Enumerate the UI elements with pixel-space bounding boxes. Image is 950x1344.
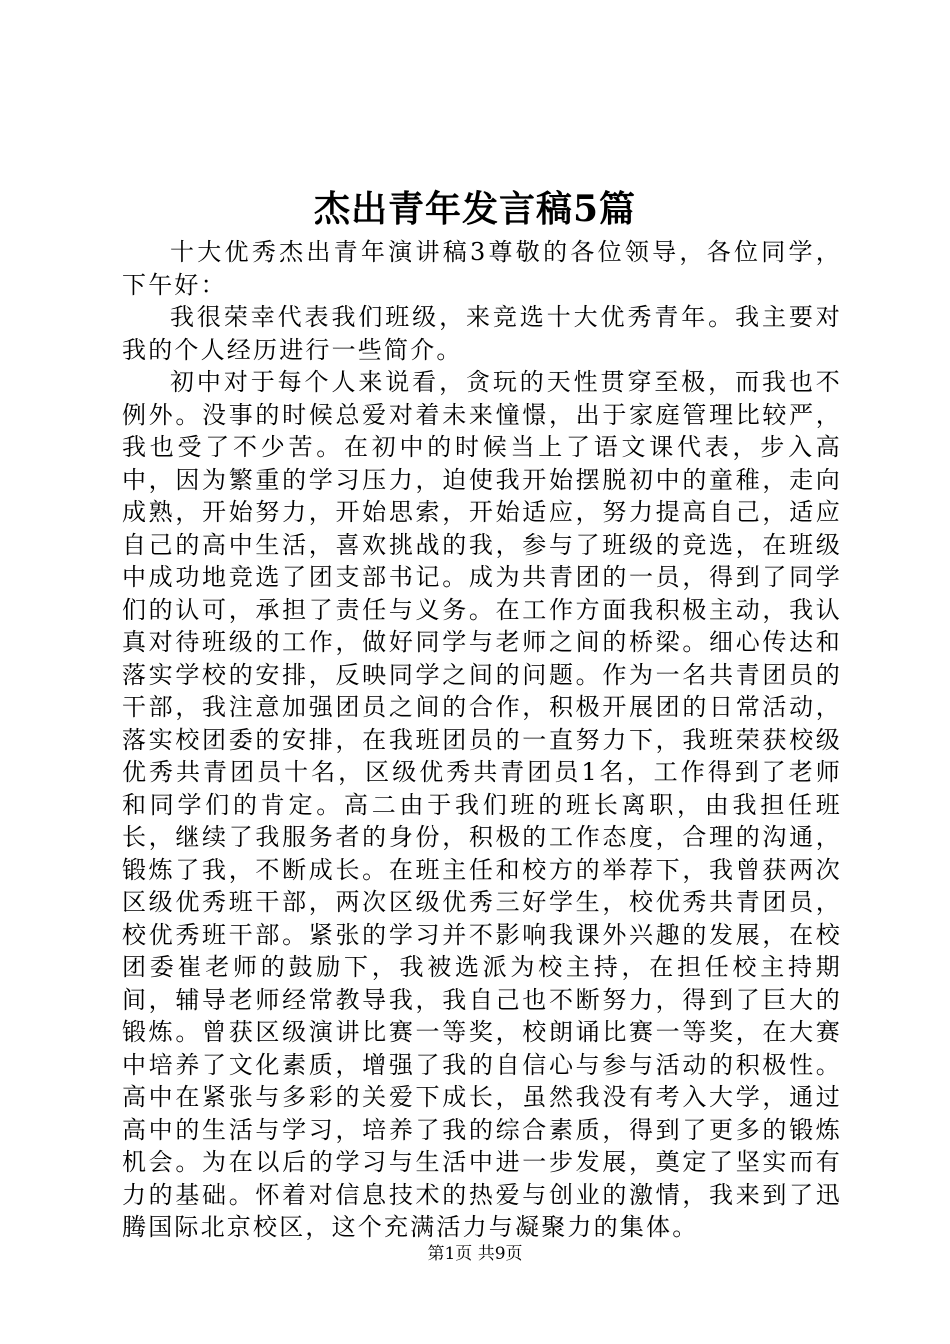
paragraph-greeting: 十大优秀杰出青年演讲稿3尊敬的各位领导，各位同学，下午好：: [122, 238, 842, 299]
page-footer: 第1页 共9页: [427, 1244, 523, 1264]
document-body: [122, 236, 842, 1244]
paragraph-introduction: 我很荣幸代表我们班级，来竞选十大优秀青年。我主要对我的个人经历进行一些简介。: [122, 303, 842, 364]
paragraph-experience: 初中对于每个人来说看，贪玩的天性贯穿至极，而我也不例外。没事的时候总爱对着未来憧憬，出于家庭管理比较严，我也受了不少苦。在初中的时候当上了语文课代表，步入高中，因为繁重的学习压力，迫使我开始摆脱初中的童稚，走向成熟，开始努力，开始思索，开始适应，努力提高自己，适应自己的高中生活，喜欢挑战的我，参与了班级的竞选，在班级中成功地竞选了团支部书记。成为共青团的一员，得到了同学们的认可，承担了责任与义务。在工作方面我积极主动，我认真对待班级的工作，做好同学与老师之间的桥梁。细心传达和落实学校的安排，反映同学之间的问题。作为一名共青团员的干部，我注意加强团员之间的合作，积极开展团的日常活动，落实校团委的安排，在我班团员的一直努力下，我班荣获校级优秀共青团员十名，区级优秀共青团员1名，工作得到了老师和同学们的肯定。高二由于我们班的班长离职，由我担任班长，继续了我服务者的身份，积极的工作态度，合理的沟通，锻炼了我，不断成长。在班主任和校方的举荐下，我曾获两次区级优秀班干部，两次区级优秀三好学生，校优秀共青团员，校优秀班干部。紧张的学习并不影响我课外兴趣的发展，在校团委崔老师的鼓励下，我被选派为校主持，在担任校主持期间，辅导老师经常教导我，我自己也不断努力，得到了巨大的锻炼。曾获区级演讲比赛一等奖，校朗诵比赛一等奖，在大赛中培养了文化素质，增强了我的自信心与参与活动的积极性。高中在紧张与多彩的关爱下成长，虽然我没有考入大学，通过高中的生活与学习，培养了我的综合素质，得到了更多的锻炼机会。为在以后的学习与生活中进一步发展，奠定了坚实而有力的基础。怀着对信息技术的热爱与创业的激情，我来到了迅腾国际北京校区，这个充满活力与凝聚力的集体。: [122, 368, 842, 1241]
document-title: 杰出青年发言稿5篇: [313, 188, 637, 230]
